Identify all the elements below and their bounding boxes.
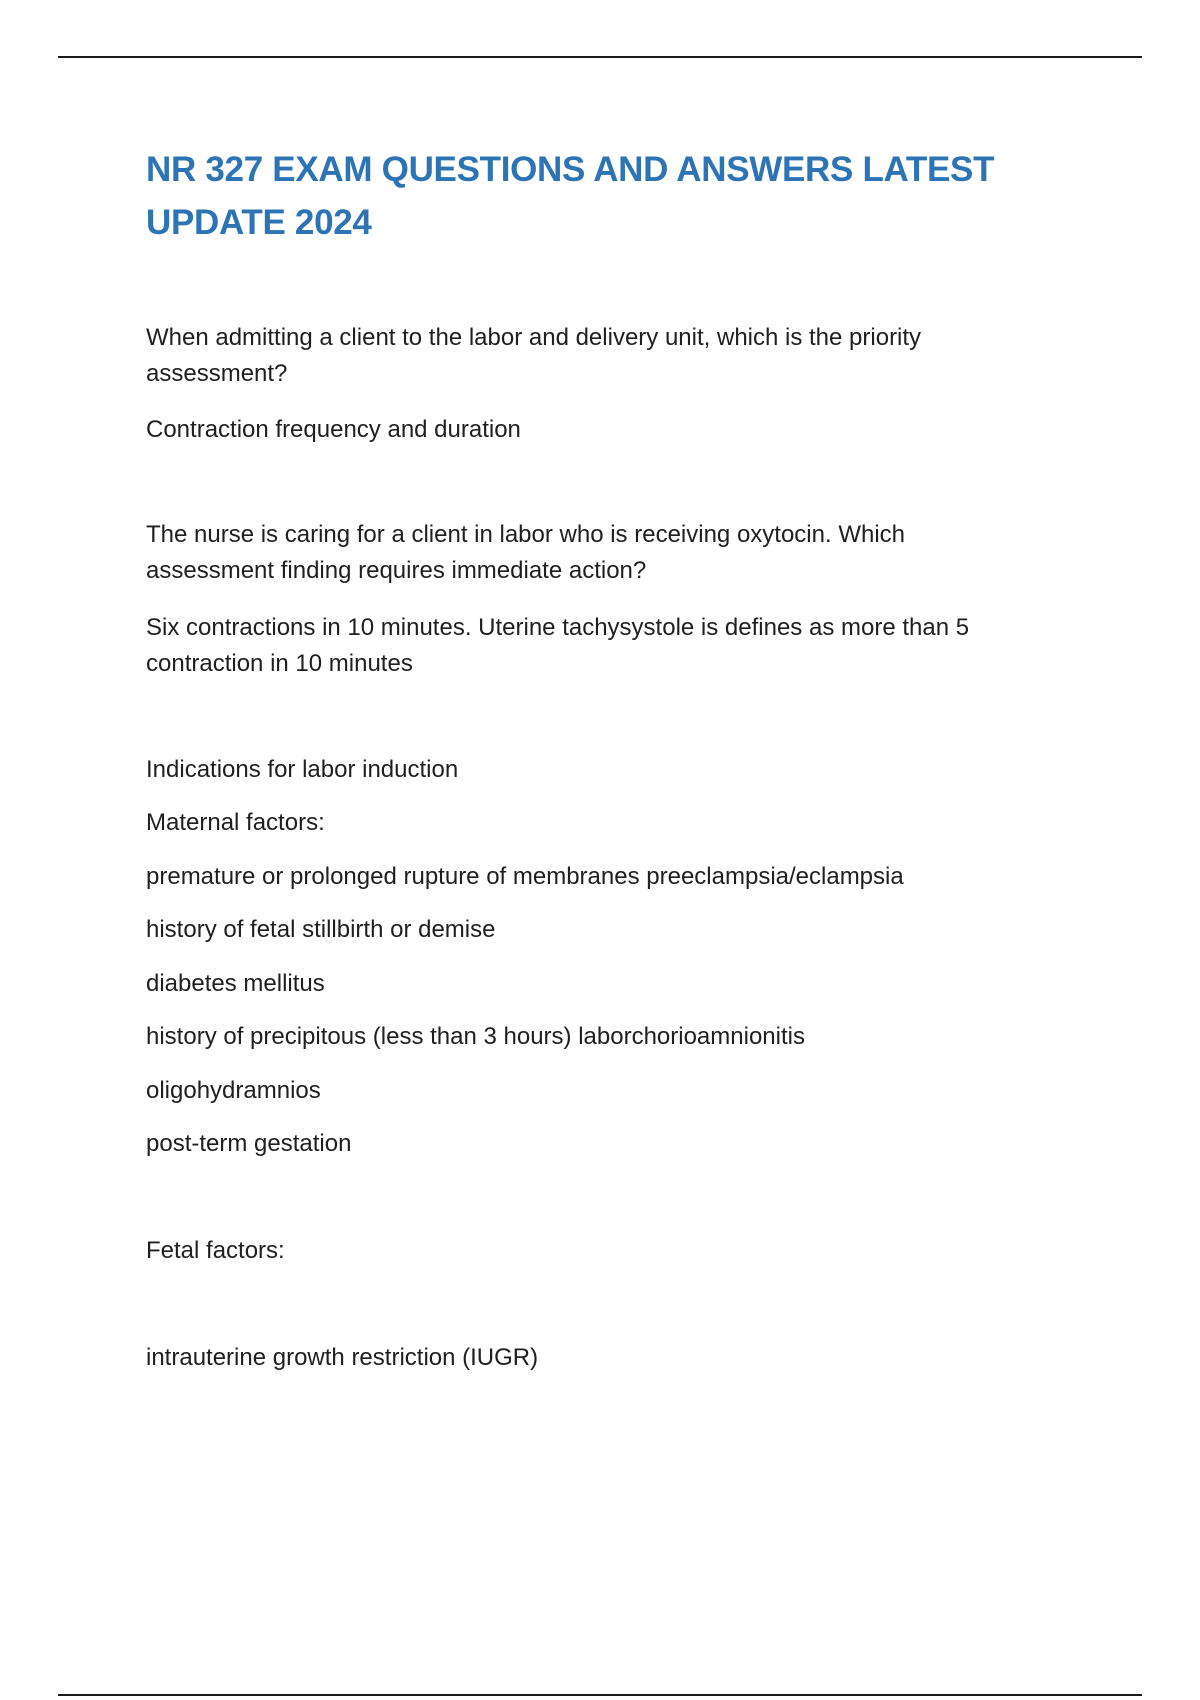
header-rule xyxy=(58,56,1142,58)
question-2: The nurse is caring for a client in labor who is receiving oxytocin. Which assessment finding requires immediate action? xyxy=(146,521,905,584)
page-title: NR 327 EXAM QUESTIONS AND ANSWERS LATEST UPDATE 2024 xyxy=(146,150,995,242)
fetal-factors-heading: Fetal factors: xyxy=(146,1237,285,1264)
question-3: Indications for labor induction xyxy=(146,756,459,783)
maternal-factors-heading: Maternal factors: xyxy=(146,809,325,836)
question-1: When admitting a client to the labor and delivery unit, which is the priority assessment? xyxy=(146,324,922,387)
list-item: diabetes mellitus xyxy=(146,970,325,997)
answer-2: Six contractions in 10 minutes. Uterine tachysystole is defines as more than 5 contraction in 10 minutes xyxy=(146,614,970,677)
list-item: post-term gestation xyxy=(146,1130,352,1157)
list-item: premature or prolonged rupture of membranes preeclampsia/eclampsia xyxy=(146,863,904,890)
list-item: intrauterine growth restriction (IUGR) xyxy=(146,1344,539,1371)
list-item: oligohydramnios xyxy=(146,1077,321,1104)
footer-rule xyxy=(58,1694,1142,1696)
list-item: history of fetal stillbirth or demise xyxy=(146,916,496,943)
answer-1: Contraction frequency and duration xyxy=(146,416,521,443)
list-item: history of precipitous (less than 3 hours) laborchorioamnionitis xyxy=(146,1023,805,1050)
